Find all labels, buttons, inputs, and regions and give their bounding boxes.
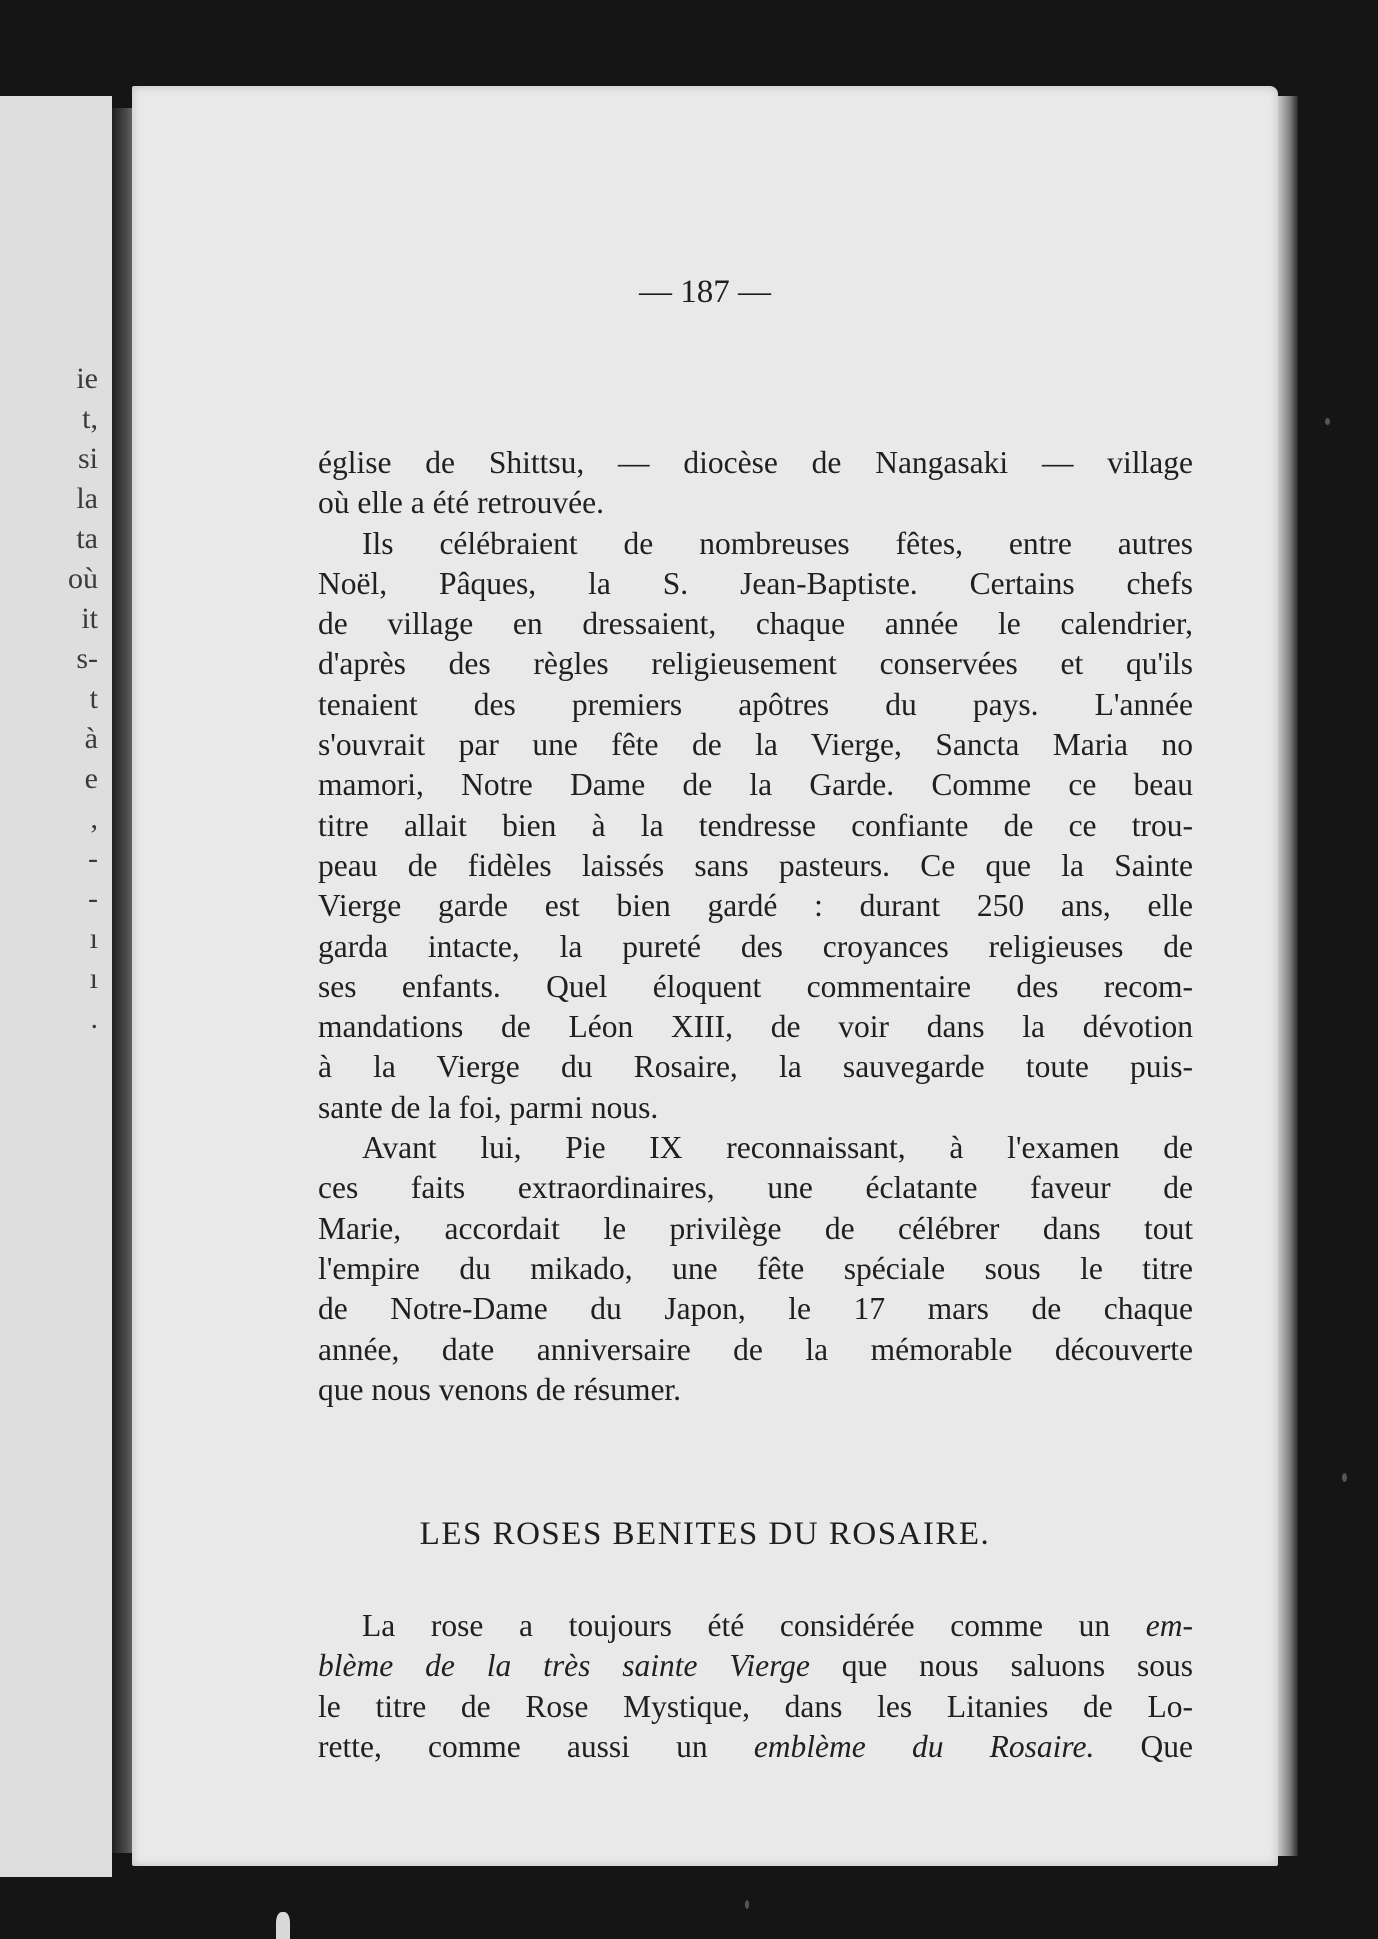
text-run: que nous saluons sous: [809, 1648, 1193, 1684]
text-line: de village en dressaient, chaque année le calendrier,: [318, 606, 1193, 642]
italic-run: blème de la très sainte Vierge: [318, 1648, 810, 1684]
scan-speck: [1342, 1473, 1347, 1482]
text-line: le titre de Rose Mystique, dans les Litanies de Lo-: [318, 1688, 1193, 1724]
section-heading: LES ROSES BENITES DU ROSAIRE.: [419, 1516, 991, 1552]
text-line: Avant lui, Pie IX reconnaissant, à l'examen de: [362, 1130, 1193, 1166]
italic-run: emblème du Rosaire.: [753, 1728, 1095, 1764]
left-page-fragment: ie: [76, 362, 98, 395]
text-line: Noël, Pâques, la S. Jean-Baptiste. Certains chefs: [318, 565, 1193, 601]
left-page-fragment: t: [89, 682, 98, 715]
text-line: que nous venons de résumer.: [318, 1371, 682, 1407]
left-page-fragment: ,: [90, 802, 98, 835]
text-line: ses enfants. Quel éloquent commentaire des recom-: [318, 968, 1193, 1004]
left-page-fragment: ı: [89, 962, 98, 995]
left-page-fragment: où: [68, 562, 98, 595]
scan-artifact: [276, 1912, 290, 1939]
text-run: La rose a toujours été considérée comme un: [362, 1608, 1146, 1643]
body-text: [318, 443, 1193, 1410]
left-page-fragment: si: [77, 442, 98, 475]
left-page-fragment: ta: [76, 522, 98, 555]
left-page-fragment: it: [81, 602, 98, 635]
text-line: peau de fidèles laissés sans pasteurs. Ce que la Sainte: [318, 847, 1193, 883]
scan-speck: [1325, 418, 1330, 425]
left-page-fragment: s-: [76, 642, 98, 675]
text-line: sante de la foi, parmi nous.: [318, 1089, 659, 1125]
text-line: Vierge garde est bien gardé : durant 250 ans, elle: [318, 888, 1193, 924]
text-line: mamori, Notre Dame de la Garde. Comme ce beau: [318, 767, 1193, 803]
text-line: tenaient des premiers apôtres du pays. L'année: [318, 686, 1193, 722]
page-number: — 187 —: [639, 274, 771, 310]
text-line: Marie, accordait le privilège de célébrer dans tout: [318, 1210, 1193, 1246]
section-text: [318, 1606, 1193, 1767]
text-line: mandations de Léon XIII, de voir dans la dévotion: [318, 1009, 1193, 1045]
text-line: garda intacte, la pureté des croyances religieuses de: [318, 928, 1193, 964]
left-page-fragment: -: [88, 882, 98, 915]
previous-page-edge: [0, 96, 112, 1877]
text-line: année, date anniversaire de la mémorable découverte: [318, 1331, 1193, 1367]
text-line: l'empire du mikado, une fête spéciale sous le titre: [318, 1250, 1193, 1286]
left-page-fragment: ı: [89, 922, 98, 955]
left-page-fragment: t,: [82, 402, 98, 435]
text-line: à la Vierge du Rosaire, la sauvegarde toute puis-: [318, 1049, 1193, 1085]
text-run: Que: [1094, 1728, 1193, 1764]
book-page: [132, 86, 1278, 1866]
text-line: ces faits extraordinaires, une éclatante faveur de: [318, 1170, 1193, 1206]
text-line: titre allait bien à la tendresse confiante de ce trou-: [318, 807, 1193, 843]
text-run: rette, comme aussi un: [318, 1728, 754, 1764]
left-page-fragment: à: [84, 722, 98, 755]
scan-speck: [745, 1900, 749, 1909]
italic-run: em-: [1145, 1608, 1193, 1643]
text-line: de Notre-Dame du Japon, le 17 mars de chaque: [318, 1291, 1193, 1327]
text-line: où elle a été retrouvée.: [318, 485, 604, 521]
text-line: s'ouvrait par une fête de la Vierge, Sancta Maria no: [318, 727, 1193, 763]
left-page-fragment: e: [84, 762, 98, 795]
text-line: [318, 1727, 1193, 1767]
text-line: [318, 1606, 1193, 1646]
text-line: Ils célébraient de nombreuses fêtes, entre autres: [362, 525, 1193, 561]
text-line: [318, 1646, 1193, 1686]
left-page-fragment: .: [90, 1002, 98, 1035]
left-page-fragment: -: [88, 842, 98, 875]
text-line: d'après des règles religieusement conservées et qu'ils: [318, 646, 1193, 682]
page-edge-shadow: [1278, 96, 1298, 1856]
text-line: église de Shittsu, — diocèse de Nangasaki — village: [318, 445, 1193, 480]
left-page-fragment: la: [76, 482, 98, 515]
